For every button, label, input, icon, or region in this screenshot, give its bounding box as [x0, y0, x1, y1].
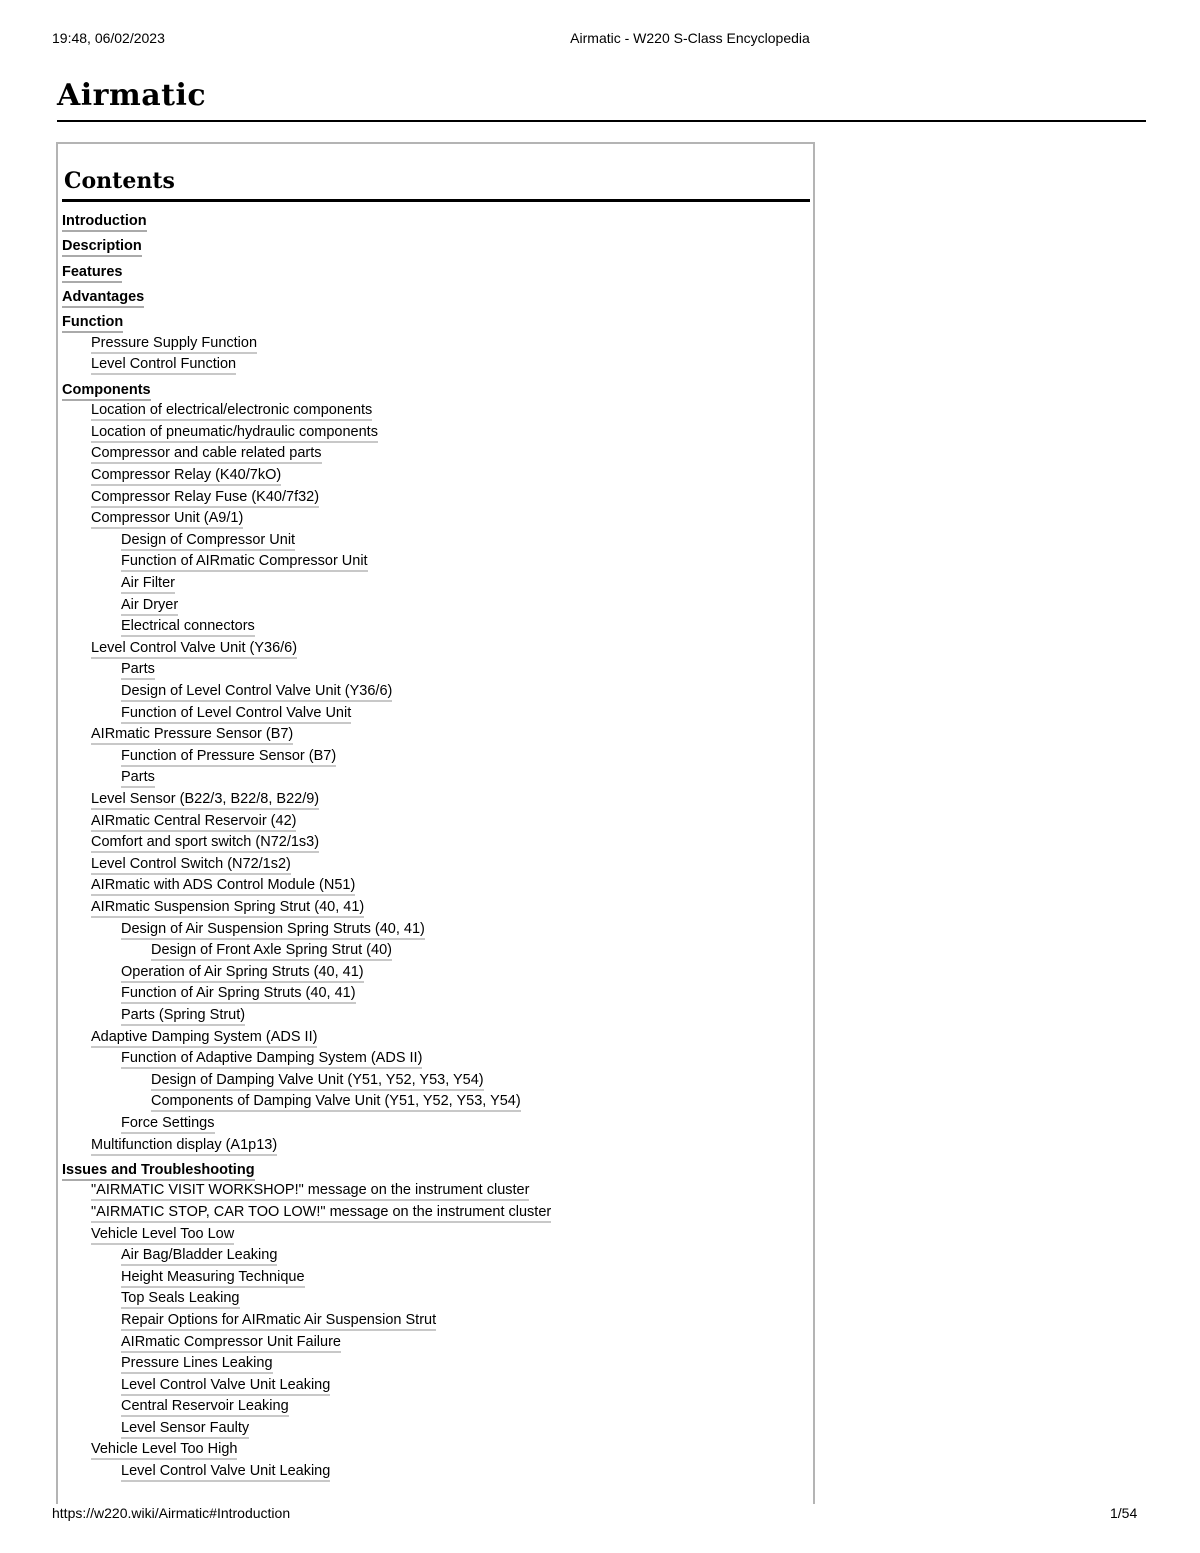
toc-link[interactable]: Level Control Valve Unit (Y36/6) [91, 640, 297, 659]
toc-link[interactable]: Vehicle Level Too Low [91, 1226, 234, 1245]
toc-entry [121, 682, 392, 700]
toc-entry [91, 639, 297, 657]
toc-link[interactable]: Parts (Spring Strut) [121, 1007, 245, 1026]
toc-entry [121, 704, 351, 722]
toc-entry [62, 263, 122, 281]
toc-link[interactable]: Design of Damping Valve Unit (Y51, Y52, Y53, Y54) [151, 1072, 484, 1091]
toc-link[interactable]: Central Reservoir Leaking [121, 1398, 289, 1417]
toc-link[interactable]: Design of Air Suspension Spring Struts (40, 41) [121, 921, 425, 940]
toc-entry [121, 920, 425, 938]
toc-link[interactable]: Electrical connectors [121, 618, 255, 637]
toc-link[interactable]: AIRmatic Central Reservoir (42) [91, 813, 296, 832]
print-url: https://w220.wiki/Airmatic#Introduction [52, 1505, 291, 1521]
toc-entry [121, 1049, 422, 1067]
toc-link[interactable]: Introduction [62, 213, 147, 232]
toc-link[interactable]: Location of electrical/electronic components [91, 402, 372, 421]
toc-link[interactable]: Function of Adaptive Damping System (ADS II) [121, 1050, 422, 1069]
title-divider [57, 120, 1146, 122]
toc-link[interactable]: "AIRMATIC STOP, CAR TOO LOW!" message on the instrument cluster [91, 1204, 551, 1223]
toc-entry [121, 747, 336, 765]
toc-link[interactable]: Function [62, 314, 123, 333]
toc-link[interactable]: Compressor and cable related parts [91, 445, 322, 464]
toc-link[interactable]: Pressure Lines Leaking [121, 1355, 273, 1374]
print-datetime: 19:48, 06/02/2023 [52, 30, 165, 46]
toc-link[interactable]: Parts [121, 769, 155, 788]
toc-entry [121, 1462, 330, 1480]
toc-heading: Contents [64, 168, 175, 194]
toc-entry [91, 401, 372, 419]
toc-entry [121, 984, 356, 1002]
toc-entry [91, 1203, 551, 1221]
toc-link[interactable]: Top Seals Leaking [121, 1290, 240, 1309]
toc-link[interactable]: Issues and Troubleshooting [62, 1162, 255, 1181]
toc-entry [91, 876, 355, 894]
toc-entry [91, 790, 319, 808]
print-page-number: 1/54 [1110, 1505, 1138, 1521]
toc-entry [151, 1071, 484, 1089]
toc-entry [151, 941, 392, 959]
toc-entry [62, 381, 151, 399]
toc-entry [62, 1161, 255, 1179]
toc-entry [91, 833, 319, 851]
toc-link[interactable]: Components [62, 382, 151, 401]
toc-link[interactable]: Level Control Function [91, 356, 236, 375]
toc-entry [91, 1181, 529, 1199]
toc-link[interactable]: Function of Air Spring Struts (40, 41) [121, 985, 356, 1004]
toc-entry [121, 1006, 245, 1024]
toc-link[interactable]: Comfort and sport switch (N72/1s3) [91, 834, 319, 853]
toc-entry [121, 1289, 240, 1307]
toc-entry [91, 898, 364, 916]
toc-entry [121, 617, 255, 635]
toc-entry [121, 1354, 273, 1372]
toc-link[interactable]: Level Sensor (B22/3, B22/8, B22/9) [91, 791, 319, 810]
toc-entry [121, 963, 364, 981]
toc-link[interactable]: Description [62, 238, 142, 257]
toc-link[interactable]: Level Sensor Faulty [121, 1420, 249, 1439]
toc-link[interactable]: Force Settings [121, 1115, 215, 1134]
toc-link[interactable]: Operation of Air Spring Struts (40, 41) [121, 964, 364, 983]
toc-entry [91, 488, 319, 506]
toc-entry [121, 660, 155, 678]
toc-entry [91, 423, 378, 441]
toc-entry [91, 855, 291, 873]
toc-link[interactable]: AIRmatic Compressor Unit Failure [121, 1334, 341, 1353]
toc-entry [62, 288, 144, 306]
toc-link[interactable]: Vehicle Level Too High [91, 1441, 237, 1460]
toc-entry [62, 237, 142, 255]
toc-link[interactable]: Components of Damping Valve Unit (Y51, Y52, Y53, Y54) [151, 1093, 521, 1112]
toc-entry [121, 768, 155, 786]
toc-entry [91, 812, 296, 830]
toc-entry [91, 509, 243, 527]
toc-entry [62, 313, 123, 331]
toc-entry [121, 1311, 436, 1329]
toc-entry [121, 1333, 341, 1351]
toc-entry [91, 725, 293, 743]
toc-link[interactable]: Air Filter [121, 575, 175, 594]
toc-entry [121, 1397, 289, 1415]
toc-link[interactable]: Function of Pressure Sensor (B7) [121, 748, 336, 767]
toc-entry [91, 1225, 234, 1243]
toc-entry [62, 212, 147, 230]
page-title: Airmatic [57, 78, 207, 113]
toc-link[interactable]: Function of AIRmatic Compressor Unit [121, 553, 368, 572]
toc-link[interactable]: Level Control Valve Unit Leaking [121, 1377, 330, 1396]
toc-entry [91, 444, 322, 462]
toc-entry [91, 334, 257, 352]
toc-link[interactable]: AIRmatic Pressure Sensor (B7) [91, 726, 293, 745]
toc-entry [121, 1246, 277, 1264]
toc-entry [121, 596, 178, 614]
toc-entry [121, 1419, 249, 1437]
toc-entry [91, 1136, 277, 1154]
toc-link[interactable]: Multifunction display (A1p13) [91, 1137, 277, 1156]
toc-link[interactable]: Adaptive Damping System (ADS II) [91, 1029, 317, 1048]
toc-link[interactable]: Compressor Relay Fuse (K40/7f32) [91, 489, 319, 508]
toc-entry [121, 1376, 330, 1394]
toc-link[interactable]: Compressor Unit (A9/1) [91, 510, 243, 529]
toc-link[interactable]: Level Control Valve Unit Leaking [121, 1463, 330, 1482]
toc-link[interactable]: "AIRMATIC VISIT WORKSHOP!" message on the instrument cluster [91, 1182, 529, 1201]
toc-link[interactable]: Function of Level Control Valve Unit [121, 705, 351, 724]
toc-entry [121, 1268, 305, 1286]
toc-entry [121, 1114, 215, 1132]
toc-entry [121, 574, 175, 592]
toc-link[interactable]: Design of Compressor Unit [121, 532, 295, 551]
table-of-contents [56, 142, 815, 1504]
toc-link[interactable]: Level Control Switch (N72/1s2) [91, 856, 291, 875]
toc-entry [121, 552, 368, 570]
toc-entry [91, 1028, 317, 1046]
toc-divider [62, 199, 810, 202]
toc-entry [91, 1440, 237, 1458]
toc-link[interactable]: Air Bag/Bladder Leaking [121, 1247, 277, 1266]
toc-link[interactable]: Compressor Relay (K40/7kO) [91, 467, 281, 486]
print-document-title: Airmatic - W220 S-Class Encyclopedia [570, 30, 810, 46]
toc-link[interactable]: Advantages [62, 289, 144, 308]
toc-link[interactable]: Design of Front Axle Spring Strut (40) [151, 942, 392, 961]
toc-link[interactable]: Repair Options for AIRmatic Air Suspension Strut [121, 1312, 436, 1331]
toc-link[interactable]: AIRmatic with ADS Control Module (N51) [91, 877, 355, 896]
toc-link[interactable]: Features [62, 264, 122, 283]
toc-link[interactable]: Pressure Supply Function [91, 335, 257, 354]
toc-entry [121, 531, 295, 549]
toc-entry [91, 355, 236, 373]
toc-link[interactable]: Location of pneumatic/hydraulic components [91, 424, 378, 443]
toc-link[interactable]: Air Dryer [121, 597, 178, 616]
toc-entry [151, 1092, 521, 1110]
toc-link[interactable]: Parts [121, 661, 155, 680]
toc-link[interactable]: Design of Level Control Valve Unit (Y36/6) [121, 683, 392, 702]
toc-entry [91, 466, 281, 484]
toc-link[interactable]: AIRmatic Suspension Spring Strut (40, 41) [91, 899, 364, 918]
toc-link[interactable]: Height Measuring Technique [121, 1269, 305, 1288]
